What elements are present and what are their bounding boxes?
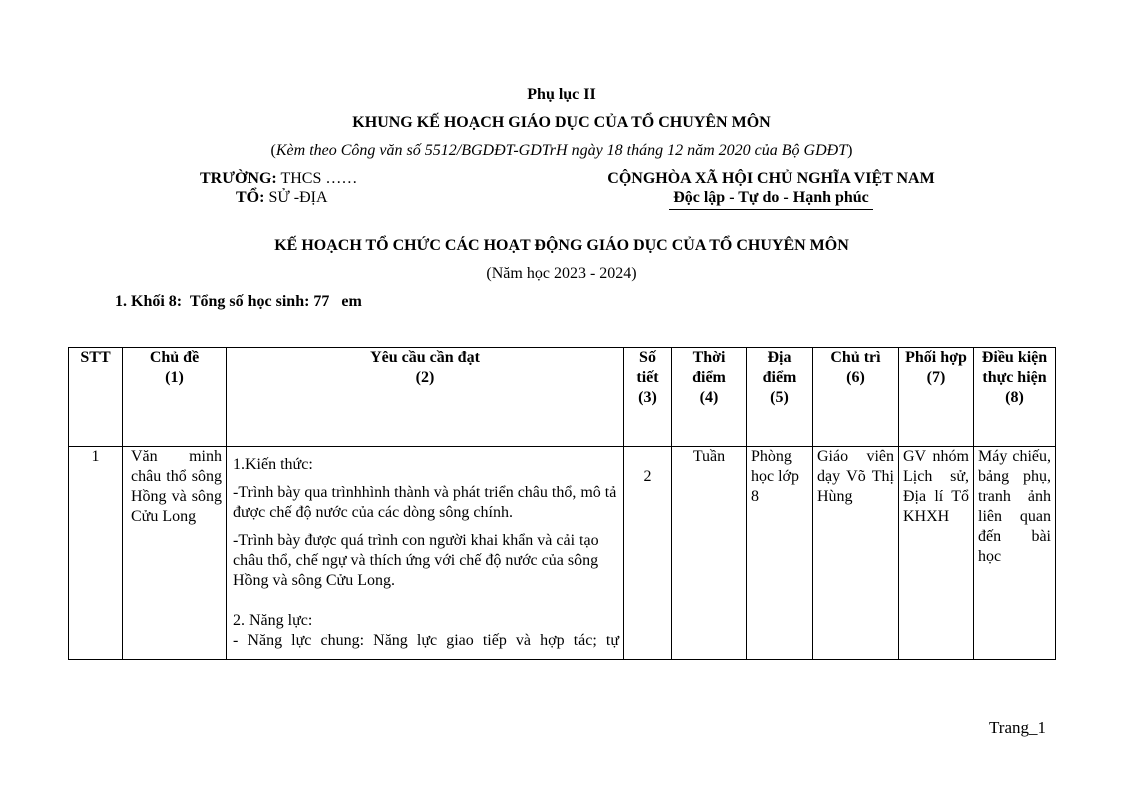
cell-coop: GV nhóm Lịch sử, Địa lí Tổ KHXH bbox=[899, 447, 974, 660]
plan-title: KẾ HOẠCH TỔ CHỨC CÁC HOẠT ĐỘNG GIÁO DỤC CỦA TỔ CHUYÊN MÔN bbox=[274, 237, 849, 254]
req-knowledge-heading: 1.Kiến thức: bbox=[233, 456, 313, 473]
req-knowledge-item-2: -Trình bày được quá trình con người khai khẩn và cải tạo châu thổ, chế ngự và thích ứng với chế độ nước của sông Hồng và sông Cửu Long. bbox=[233, 532, 599, 589]
school-value: THCS …… bbox=[276, 170, 358, 187]
group-value: SỬ -ĐỊA bbox=[264, 189, 328, 206]
header-periods: Số tiết (3) bbox=[624, 348, 672, 447]
cell-place: Phòng học lớp 8 bbox=[747, 447, 813, 660]
table-header-row bbox=[69, 348, 1056, 447]
subtitle-open-paren: ( bbox=[270, 142, 276, 159]
header-lead: Chủ trì (6) bbox=[813, 348, 899, 447]
header-place: Địa điểm (5) bbox=[747, 348, 813, 447]
appendix-label: Phụ lục II bbox=[527, 86, 596, 103]
cell-requirements bbox=[227, 447, 624, 660]
grade-summary: 1. Khối 8: Tổng số học sinh: 77 em bbox=[115, 293, 362, 310]
plan-table bbox=[68, 347, 1056, 660]
header-topic: Chủ đề (1) bbox=[123, 348, 227, 447]
document-subtitle bbox=[0, 141, 1123, 161]
nation-motto-wrap bbox=[583, 188, 959, 210]
school-label: TRƯỜNG: bbox=[200, 170, 277, 187]
header-time: Thời điểm (4) bbox=[672, 348, 747, 447]
cell-time: Tuần bbox=[672, 447, 747, 660]
school-line bbox=[200, 169, 357, 189]
cell-conditions: Máy chiếu, bảng phụ, tranh ảnh liên quan đến bài học bbox=[974, 447, 1056, 660]
table-row bbox=[69, 447, 1056, 660]
nation-name: CỘNGHÒA XÃ HỘI CHỦ NGHĨA VIỆT NAM bbox=[607, 170, 935, 187]
document-title: KHUNG KẾ HOẠCH GIÁO DỤC CỦA TỔ CHUYÊN MÔN bbox=[352, 114, 771, 131]
group-line bbox=[236, 188, 328, 208]
nation-motto: Độc lập - Tự do - Hạnh phúc bbox=[669, 188, 873, 210]
header-stt: STT bbox=[69, 348, 123, 447]
req-competency-heading: 2. Năng lực: bbox=[233, 612, 313, 629]
school-year: (Năm học 2023 - 2024) bbox=[486, 265, 637, 282]
subtitle-reference: Kèm theo Công văn số 5512/BGDĐT-GDTrH ngày 18 tháng 12 năm 2020 của Bộ GDĐT bbox=[275, 142, 848, 159]
cell-topic: Văn minh châu thổ sông Hồng và sông Cửu Long bbox=[123, 447, 227, 660]
req-competency-item: - Năng lực chung: Năng lực giao tiếp và hợp tác; tự bbox=[233, 632, 619, 649]
req-knowledge-item-1: -Trình bày qua trìnhhình thành và phát triển châu thổ, mô tả được chế độ nước của các dòng sông chính. bbox=[233, 484, 617, 521]
header-conditions: Điều kiện thực hiện (8) bbox=[974, 348, 1056, 447]
header-requirements: Yêu cầu cần đạt (2) bbox=[227, 348, 624, 447]
subtitle-close-paren: ) bbox=[847, 142, 853, 159]
header-coop: Phối hợp (7) bbox=[899, 348, 974, 447]
group-label: TỔ: bbox=[236, 189, 265, 206]
cell-stt: 1 bbox=[69, 447, 123, 660]
cell-lead: Giáo viên dạy Võ Thị Hùng bbox=[813, 447, 899, 660]
cell-periods: 2 bbox=[624, 447, 672, 660]
page-number: Trang_1 bbox=[989, 718, 1046, 737]
